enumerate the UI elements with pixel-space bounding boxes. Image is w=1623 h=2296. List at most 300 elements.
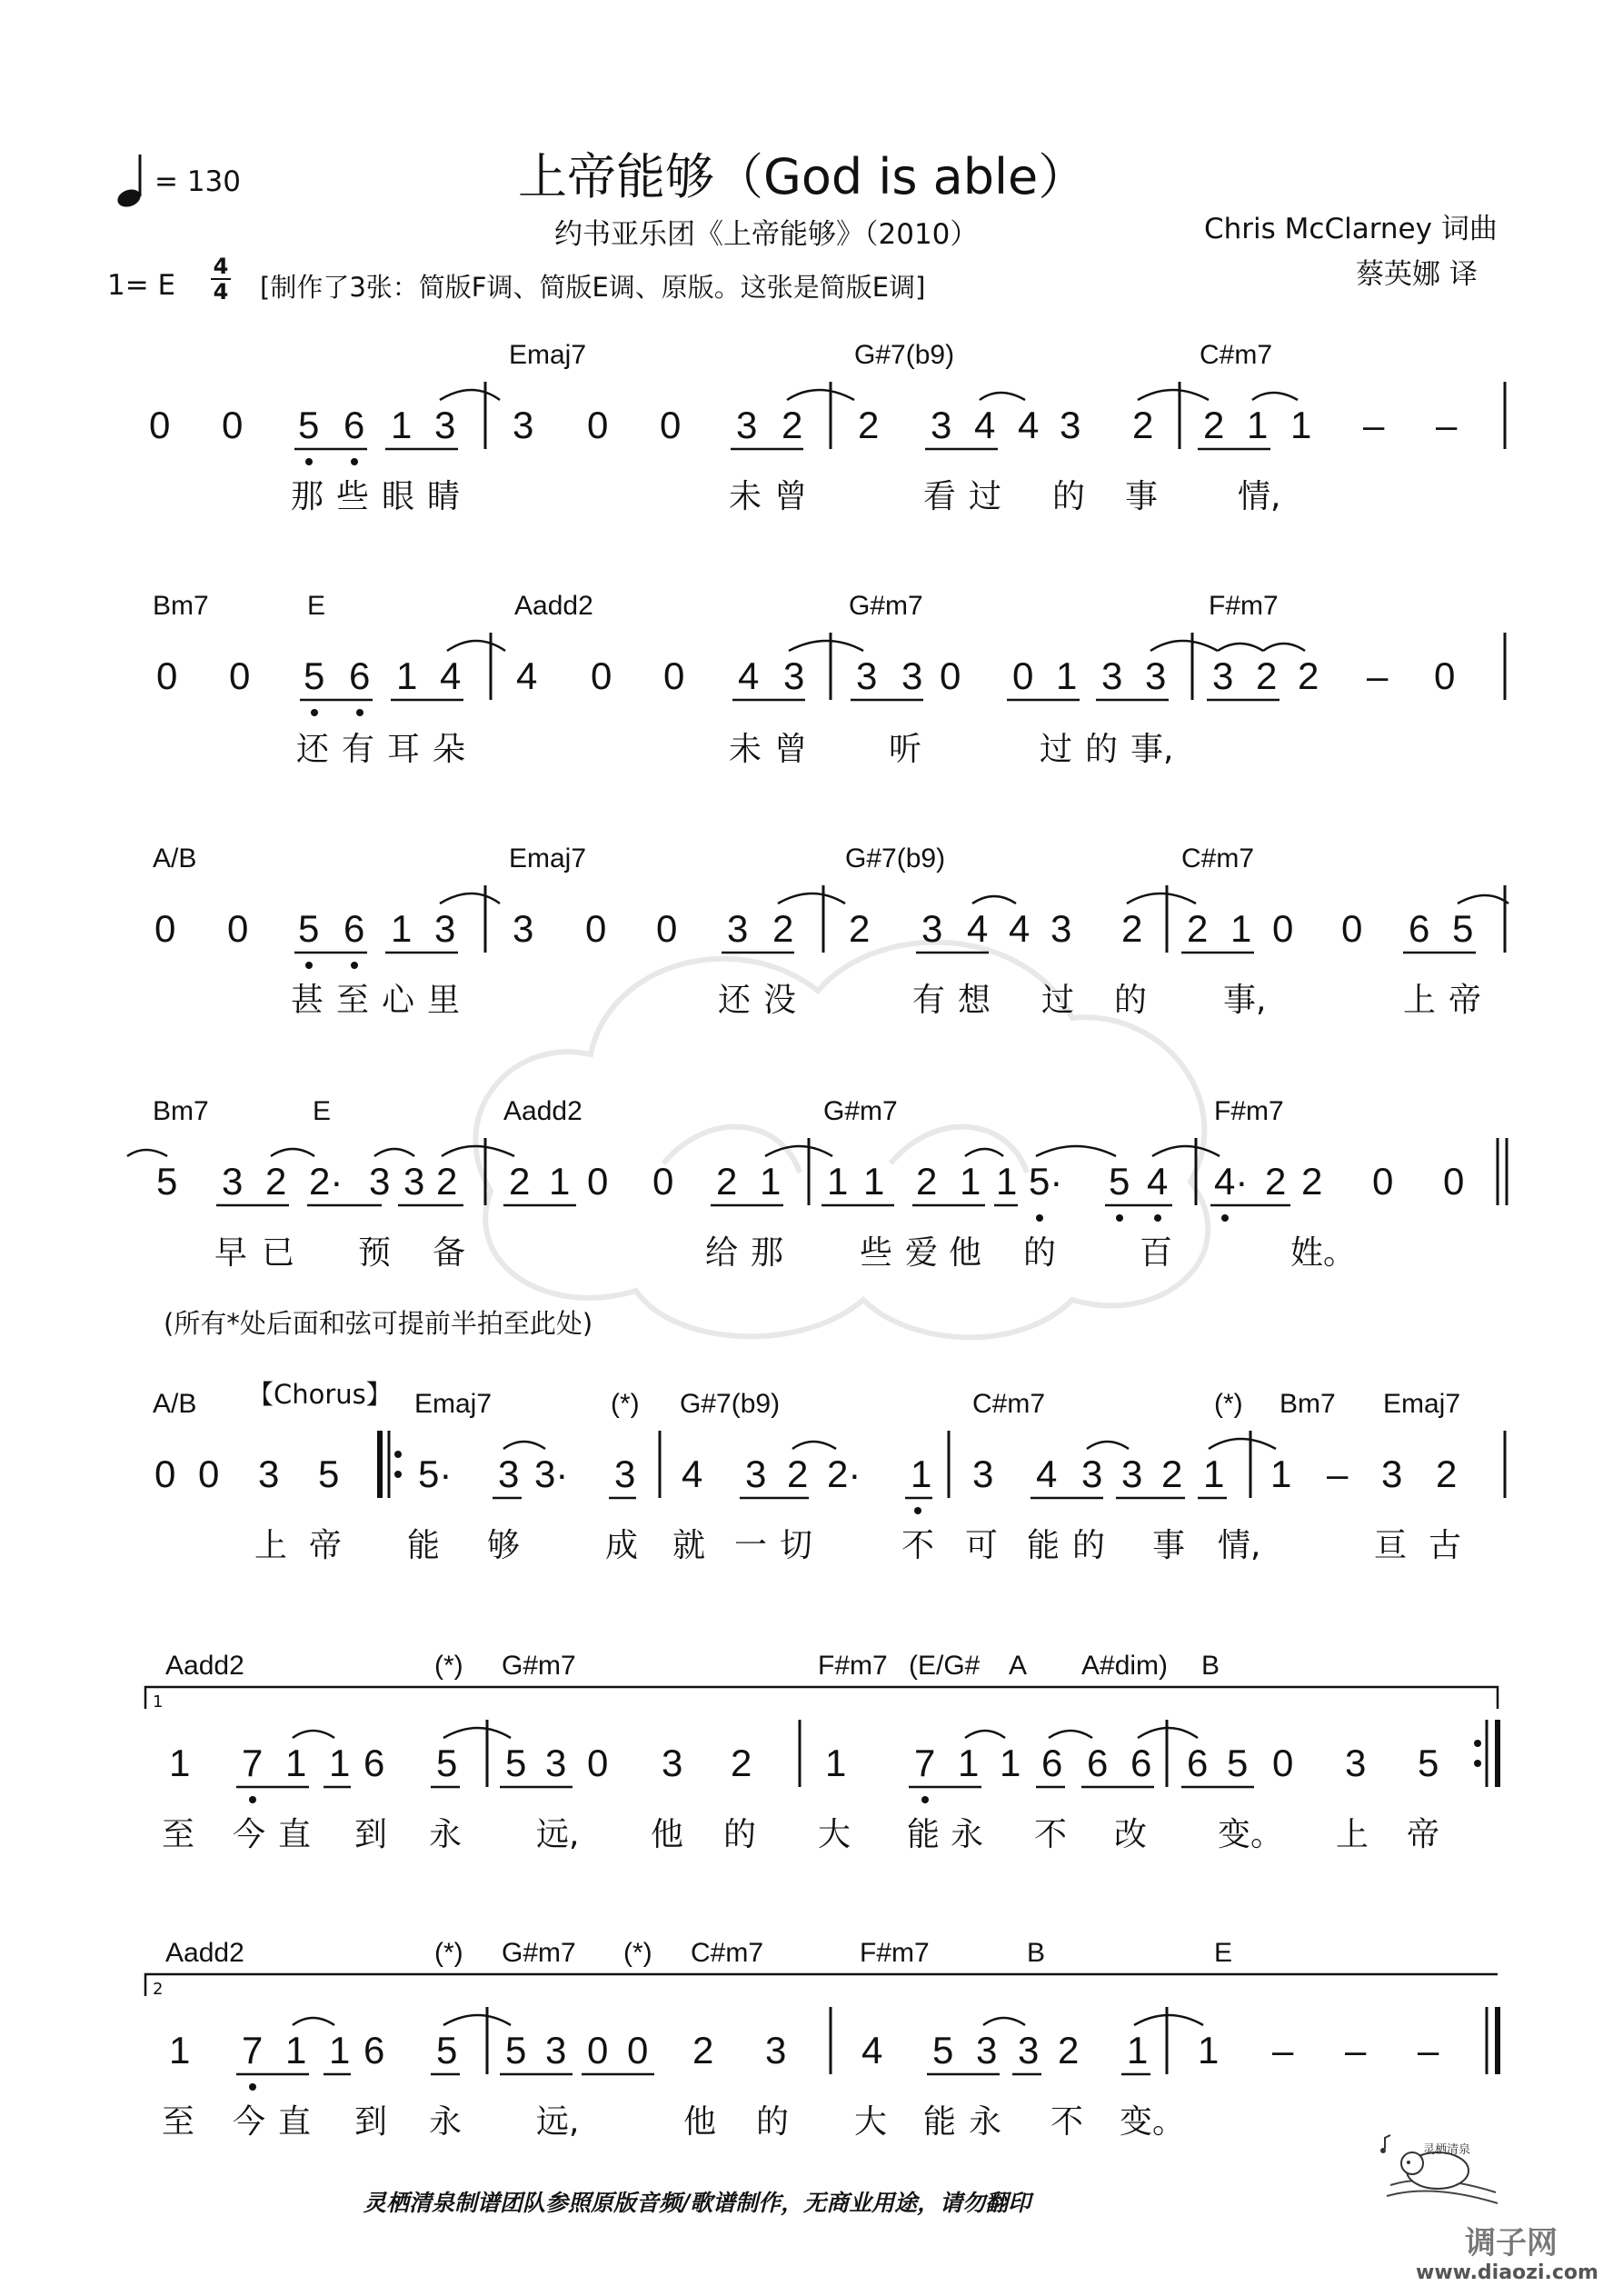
- note: 2: [265, 1160, 287, 1203]
- note: 3: [403, 1160, 425, 1203]
- note: 4: [1009, 907, 1031, 950]
- ties: [293, 2015, 1203, 2025]
- chord: Bm7: [1279, 1389, 1336, 1419]
- lyric: 帝: [1407, 1816, 1440, 1853]
- chord: G#m7: [502, 1938, 576, 1968]
- note: 1: [285, 1742, 307, 1784]
- note: 1: [825, 1742, 847, 1784]
- note: 4: [967, 907, 989, 950]
- note: 6: [1409, 907, 1430, 950]
- note: 3: [1345, 1742, 1367, 1784]
- dots: [305, 458, 358, 465]
- note: 5: [298, 907, 320, 950]
- note: 3: [745, 1452, 767, 1495]
- lyric: 过: [1041, 982, 1075, 1019]
- note: 7: [242, 2029, 264, 2071]
- note: 2: [436, 1160, 458, 1203]
- ending-1-label: 1: [153, 1692, 164, 1712]
- note: 3: [513, 907, 534, 950]
- note: 3: [498, 1452, 520, 1495]
- volta-bracket-1: [145, 1687, 1498, 1709]
- chord: Aadd2: [165, 1651, 244, 1681]
- note: 3: [545, 2029, 567, 2071]
- lyric: 远,: [536, 2103, 580, 2141]
- chord: F#m7: [1209, 591, 1279, 621]
- ties: [503, 1439, 1276, 1449]
- chord: (*): [1214, 1389, 1243, 1419]
- ties: [293, 1728, 1198, 1738]
- lyric: 的: [1114, 982, 1148, 1019]
- note: 3: [901, 654, 923, 697]
- note: –: [1345, 2029, 1367, 2071]
- note: 1: [863, 1160, 885, 1203]
- note: 0: [627, 2029, 649, 2071]
- lyric: 成: [605, 1527, 639, 1564]
- chord: A: [1009, 1651, 1028, 1681]
- note: 2: [692, 2029, 714, 2071]
- note: 3: [856, 654, 878, 697]
- note: 0: [1372, 1160, 1394, 1203]
- note: 0: [1434, 654, 1456, 697]
- lyric: 帝: [309, 1527, 343, 1564]
- note: 3: [1212, 654, 1234, 697]
- note: 1: [1247, 404, 1269, 446]
- note: 3: [434, 404, 456, 446]
- lyric: 早: [214, 1234, 248, 1272]
- note: 6: [1041, 1742, 1063, 1784]
- chord: C#m7: [972, 1389, 1046, 1419]
- note: 7: [242, 1742, 264, 1784]
- note: 0: [652, 1160, 674, 1203]
- lyric: 能: [907, 1816, 941, 1853]
- lyric: 那: [291, 478, 324, 515]
- note: 2·: [309, 1160, 344, 1203]
- lyric: 的: [1085, 731, 1119, 768]
- chord-annotation: (所有*处后面和弦可提前半拍至此处): [164, 1308, 593, 1339]
- note: 0: [940, 654, 961, 697]
- lyric: 永: [429, 2103, 463, 2141]
- note: 1: [1290, 404, 1312, 446]
- chord: G#7(b9): [845, 844, 946, 873]
- note: 2: [849, 907, 871, 950]
- note: 6: [344, 404, 365, 446]
- lyric: 百: [1140, 1234, 1173, 1272]
- note: 1: [329, 1742, 351, 1784]
- lyric: 过: [1040, 731, 1073, 768]
- note: 0: [663, 654, 685, 697]
- note: 2·: [827, 1452, 861, 1495]
- lyric: 给: [705, 1234, 739, 1272]
- note: 5: [298, 404, 320, 446]
- lyric: 曾: [774, 731, 808, 768]
- note: 2: [1161, 1452, 1183, 1495]
- lyric: 些: [860, 1234, 893, 1272]
- lyric: 他: [651, 1816, 684, 1853]
- note: 6: [1187, 1742, 1209, 1784]
- ending-2-label: 2: [153, 1980, 164, 1999]
- note: 4: [1018, 404, 1040, 446]
- note: 3·: [534, 1452, 569, 1495]
- lyric: 古: [1429, 1527, 1462, 1564]
- lyric: 的: [1072, 1527, 1106, 1564]
- chord: (*): [611, 1389, 640, 1419]
- note: 5: [1227, 1742, 1249, 1784]
- note: 1: [391, 907, 413, 950]
- lyric: 能: [1027, 1527, 1060, 1564]
- note: 5: [505, 2029, 527, 2071]
- note: 0: [587, 1742, 609, 1784]
- chord: E: [1214, 1938, 1233, 1968]
- lyric: 的: [1023, 1234, 1057, 1272]
- note: 0: [154, 907, 176, 950]
- lyric: 变。: [1120, 2103, 1186, 2141]
- note: 0: [587, 2029, 609, 2071]
- note: 2: [782, 404, 803, 446]
- lyric: 改: [1114, 1816, 1148, 1853]
- note: –: [1367, 654, 1389, 697]
- chord: (*): [434, 1651, 463, 1681]
- lyric: 不: [1034, 1816, 1068, 1853]
- note: 5: [932, 2029, 954, 2071]
- lyric: 还: [296, 731, 330, 768]
- barlines: [491, 633, 1505, 700]
- dots: [914, 1507, 921, 1514]
- lyric: 些: [336, 478, 370, 515]
- note: 1: [391, 404, 413, 446]
- lyric: 情,: [1218, 1527, 1261, 1564]
- lyric: 已: [262, 1234, 295, 1272]
- note: 0: [1443, 1160, 1465, 1203]
- lyric: 看: [923, 478, 957, 515]
- note: 2: [1256, 654, 1278, 697]
- note: 5: [436, 1742, 458, 1784]
- chord: C#m7: [691, 1938, 764, 1968]
- lyric: 心: [382, 982, 415, 1019]
- note: 3: [222, 1160, 244, 1203]
- footer-note: 灵栖清泉制谱团队参照原版音频/歌谱制作，无商业用途，请勿翻印: [363, 2190, 1031, 2216]
- chord: Emaj7: [509, 340, 587, 370]
- lyric: 大: [854, 2103, 888, 2141]
- note: 3: [1121, 1452, 1143, 1495]
- note: 3: [931, 404, 952, 446]
- chord: Bm7: [153, 1096, 209, 1126]
- lyric: 睛: [427, 478, 461, 515]
- lyric: 直: [278, 2103, 312, 2141]
- note: 3: [1381, 1452, 1403, 1495]
- note: 6: [1130, 1742, 1152, 1784]
- system-3: [153, 844, 1508, 1019]
- song-source: 约书亚乐团《上帝能够》（2010）: [554, 218, 979, 251]
- chord: (*): [623, 1938, 652, 1968]
- note: 3: [1050, 907, 1072, 950]
- system-6: [145, 1651, 1498, 1853]
- note: 4: [440, 654, 462, 697]
- lyric: 那: [751, 1234, 784, 1272]
- lyric: 眼: [382, 478, 415, 515]
- lyric: 事,: [1223, 982, 1267, 1019]
- chord: F#m7: [1214, 1096, 1284, 1126]
- composer-credit: Chris McClarney 词曲: [1204, 213, 1498, 245]
- note: 1: [329, 2029, 351, 2071]
- lyric: 变。: [1218, 1816, 1284, 1853]
- note: 4·: [1214, 1160, 1249, 1203]
- chord: C#m7: [1200, 340, 1273, 370]
- note: –: [1363, 404, 1385, 446]
- note: 4: [738, 654, 760, 697]
- note: 3: [1081, 1452, 1103, 1495]
- lyric: 帝: [1449, 982, 1482, 1019]
- note: 0: [1341, 907, 1363, 950]
- note: 2: [1187, 907, 1209, 950]
- note: 3: [662, 1742, 683, 1784]
- lyric: 够: [487, 1527, 521, 1564]
- lyric: 没: [763, 982, 797, 1019]
- note: 3: [783, 654, 805, 697]
- chord: F#m7: [860, 1938, 930, 1968]
- site-url: www.diaozi.com: [1416, 2261, 1598, 2284]
- lyric: 切: [780, 1527, 813, 1564]
- lyric: 一: [734, 1527, 768, 1564]
- note: 3: [1145, 654, 1167, 697]
- lyric: 姓。: [1290, 1234, 1357, 1272]
- time-signature-top: 4: [213, 254, 229, 279]
- note: 2: [1265, 1160, 1287, 1203]
- note: 1: [169, 1742, 191, 1784]
- note: 2: [1298, 654, 1319, 697]
- lamb-logo-text: 灵栖清泉: [1423, 2143, 1471, 2157]
- note: 4: [861, 2029, 883, 2071]
- dots: [311, 709, 363, 716]
- note: 0: [1012, 654, 1034, 697]
- ties: [127, 1146, 1220, 1156]
- note: 1: [996, 1160, 1018, 1203]
- note: 4: [1147, 1160, 1169, 1203]
- lyric: 上: [1336, 1816, 1369, 1853]
- lyric: 情,: [1238, 478, 1281, 515]
- note: 1: [1056, 654, 1078, 697]
- note: 5: [505, 1742, 527, 1784]
- lyric: 朵: [433, 731, 466, 768]
- lyric: 曾: [774, 478, 808, 515]
- chord: A#dim): [1081, 1651, 1169, 1681]
- note: 1: [827, 1160, 849, 1203]
- note-row: [149, 404, 1458, 446]
- note: 3: [972, 1452, 994, 1495]
- note: 4: [682, 1452, 703, 1495]
- note: 3: [258, 1452, 280, 1495]
- note: 2: [731, 1742, 752, 1784]
- ties: [440, 893, 1508, 903]
- lyric: 能: [923, 2103, 957, 2141]
- lyric: 上: [1403, 982, 1437, 1019]
- lyric: 至: [162, 2103, 195, 2141]
- lyric: 的: [1052, 478, 1086, 515]
- note: 3: [736, 404, 758, 446]
- note: 0: [149, 404, 171, 446]
- lyric: 他: [949, 1234, 982, 1272]
- note: 3: [1018, 2029, 1040, 2071]
- lyric: 能: [407, 1527, 441, 1564]
- note: 5: [318, 1452, 340, 1495]
- lyric: 永: [951, 1816, 984, 1853]
- note: 0: [227, 907, 249, 950]
- system-7: [145, 1938, 1498, 2141]
- lyric: 到: [354, 2103, 388, 2141]
- lyric: 远,: [536, 1816, 580, 1853]
- note: 0: [156, 654, 178, 697]
- note: 2: [509, 1160, 531, 1203]
- note: 4: [1036, 1452, 1058, 1495]
- lyric: 耳: [387, 731, 421, 768]
- note: 1: [1198, 2029, 1220, 2071]
- note: 3: [1101, 654, 1123, 697]
- note: 1: [1000, 1742, 1021, 1784]
- note: 3: [513, 404, 534, 446]
- note: –: [1272, 2029, 1294, 2071]
- note: 0: [585, 907, 607, 950]
- chord: A/B: [153, 1389, 197, 1419]
- note: –: [1327, 1452, 1349, 1495]
- chord: F#m7: [818, 1651, 888, 1681]
- chord: E: [313, 1096, 332, 1126]
- lyric: 里: [427, 982, 461, 1019]
- lyric: 爱: [905, 1234, 939, 1272]
- note: 5: [1418, 1742, 1439, 1784]
- note: 2: [1058, 2029, 1080, 2071]
- lyric: 至: [162, 1816, 195, 1853]
- note: 0: [587, 404, 609, 446]
- dots: [1036, 1214, 1229, 1222]
- note: 2: [1436, 1452, 1458, 1495]
- time-signature-bottom: 4: [213, 279, 229, 304]
- note: 6: [349, 654, 371, 697]
- translator-credit: 蔡英娜 译: [1356, 258, 1478, 291]
- chord: Aadd2: [165, 1938, 244, 1968]
- note: 0: [198, 1452, 220, 1495]
- note: 4: [974, 404, 996, 446]
- note: 1: [169, 2029, 191, 2071]
- lyric: 事: [1152, 1527, 1186, 1564]
- chord: Emaj7: [414, 1389, 493, 1419]
- note: 1: [1127, 2029, 1149, 2071]
- note: 0: [229, 654, 251, 697]
- note: 3: [434, 907, 456, 950]
- system-1: [149, 340, 1505, 515]
- note: –: [1418, 2029, 1439, 2071]
- lyric: 可: [965, 1527, 999, 1564]
- note: 3: [765, 2029, 787, 2071]
- note: 5: [436, 2029, 458, 2071]
- note: 3: [976, 2029, 998, 2071]
- note: –: [1436, 404, 1458, 446]
- chord: Bm7: [153, 591, 209, 621]
- note: 5·: [1029, 1160, 1063, 1203]
- lyric: 还: [718, 982, 752, 1019]
- note: 0: [222, 404, 244, 446]
- lyric: 直: [278, 1816, 312, 1853]
- chord: Emaj7: [509, 844, 587, 873]
- note: 3: [545, 1742, 567, 1784]
- lyric: 未: [729, 731, 762, 768]
- note: 3: [369, 1160, 391, 1203]
- lyric: 备: [433, 1234, 466, 1272]
- lyric: 亘: [1374, 1527, 1408, 1564]
- note: 0: [660, 404, 682, 446]
- lyric: 至: [336, 982, 370, 1019]
- note: 5: [304, 654, 325, 697]
- note: 0: [1272, 907, 1294, 950]
- note: 1: [1203, 1452, 1225, 1495]
- note: 5: [1452, 907, 1474, 950]
- note: 1: [960, 1160, 981, 1203]
- lyric: 不: [901, 1527, 935, 1564]
- song-title: 上帝能够（God is able）: [518, 148, 1088, 205]
- chord: A/B: [153, 844, 197, 873]
- chord: B: [1027, 1938, 1046, 1968]
- chord: Aadd2: [514, 591, 593, 621]
- lyric: 听: [889, 731, 922, 768]
- note: 2: [916, 1160, 938, 1203]
- note: 0: [656, 907, 678, 950]
- lyric: 有: [342, 731, 375, 768]
- chord: C#m7: [1181, 844, 1255, 873]
- chord: G#m7: [502, 1651, 576, 1681]
- ties: [440, 390, 1298, 400]
- note: 0: [1272, 1742, 1294, 1784]
- note: 2: [787, 1452, 809, 1495]
- dots: [249, 1796, 929, 1803]
- lyric: 到: [354, 1816, 388, 1853]
- note: 1: [549, 1160, 571, 1203]
- note: 2: [1132, 404, 1154, 446]
- chord: Emaj7: [1383, 1389, 1461, 1419]
- lyric: 上: [254, 1527, 288, 1564]
- note: 2: [1301, 1160, 1323, 1203]
- note: 4: [516, 654, 538, 697]
- system-2: [153, 591, 1505, 768]
- note: 0: [587, 1160, 609, 1203]
- note: 1: [911, 1452, 932, 1495]
- lyric: 的: [723, 1816, 757, 1853]
- lyric: 的: [756, 2103, 790, 2141]
- lyric: 今: [233, 1816, 266, 1853]
- lyric: 事: [1125, 478, 1159, 515]
- note: 6: [344, 907, 365, 950]
- lyric: 事,: [1130, 731, 1174, 768]
- lyric: 有: [912, 982, 946, 1019]
- chord: G#m7: [823, 1096, 898, 1126]
- system-4: [127, 1096, 1507, 1272]
- note: 1: [396, 654, 418, 697]
- dots: [305, 962, 358, 969]
- site-logo: 调子网: [1465, 2225, 1558, 2261]
- lyric: 永: [969, 2103, 1002, 2141]
- key-signature: 1= E: [107, 269, 176, 302]
- chord: G#7(b9): [854, 340, 955, 370]
- system-5: [153, 1389, 1505, 1564]
- chord: (*): [434, 1938, 463, 1968]
- note: 5: [156, 1160, 178, 1203]
- chord: Aadd2: [503, 1096, 582, 1126]
- chord: (E/G#: [909, 1651, 981, 1681]
- chord: E: [307, 591, 326, 621]
- lyric: 大: [818, 1816, 851, 1853]
- lyric: 过: [969, 478, 1002, 515]
- version-note: [制作了3张：简版F调、简版E调、原版。这张是简版E调]: [260, 272, 926, 303]
- note: 2: [858, 404, 880, 446]
- ties: [447, 641, 1305, 651]
- note: 1: [760, 1160, 782, 1203]
